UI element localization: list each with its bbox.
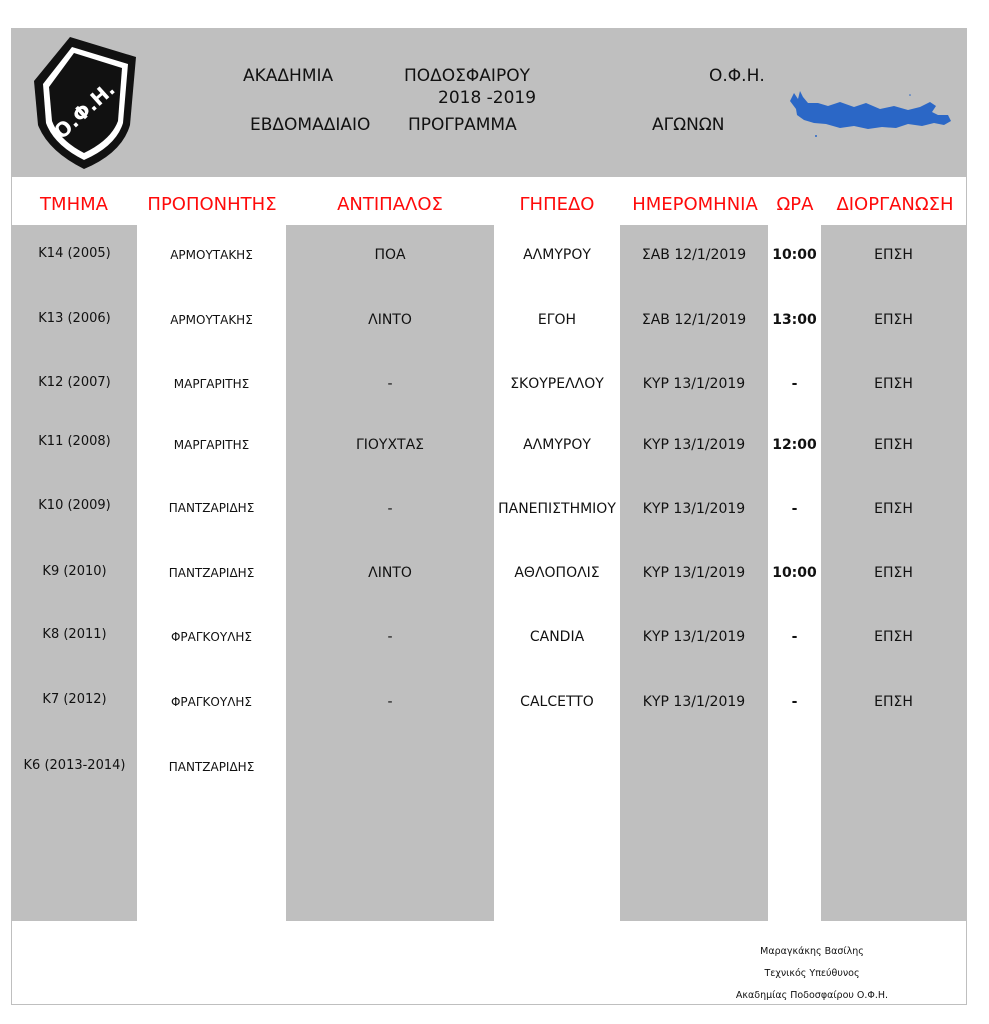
cell-opponent: - xyxy=(387,629,393,645)
cell-field: CANDIA xyxy=(529,629,585,645)
cell-field: ΕΓΟΗ xyxy=(537,312,577,328)
schedule-sheet xyxy=(11,28,967,1005)
logo-text: Ο.Φ.Η. xyxy=(48,76,120,144)
signature-name: Μαραγκάκης Βασίλης xyxy=(760,946,864,957)
cell-opponent: ΛΙΝΤΟ xyxy=(368,565,412,581)
heading-field: ΓΗΠΕΔΟ xyxy=(519,194,595,215)
cell-coach: ΑΡΜΟΥΤΑΚΗΣ xyxy=(170,313,253,327)
cell-organization: ΕΠΣΗ xyxy=(874,376,913,392)
cell-coach: ΑΡΜΟΥΤΑΚΗΣ xyxy=(170,248,253,262)
cell-opponent: - xyxy=(387,376,393,392)
title-football: ΠΟΔΟΣΦΑΙΡΟΥ xyxy=(404,66,530,86)
header-banner xyxy=(12,29,966,177)
title-matches: ΑΓΩΝΩΝ xyxy=(652,115,725,135)
season-label: 2018 -2019 xyxy=(438,88,537,108)
cell-field: CALCETTO xyxy=(520,694,594,710)
cell-date: ΚΥΡ 13/1/2019 xyxy=(642,694,746,710)
cell-opponent: - xyxy=(387,694,393,710)
cell-date: ΚΥΡ 13/1/2019 xyxy=(642,565,746,581)
cell-coach: ΠΑΝΤΖΑΡΙΔΗΣ xyxy=(168,501,255,515)
cell-date: ΣΑΒ 12/1/2019 xyxy=(641,312,747,328)
cell-opponent: ΛΙΝΤΟ xyxy=(368,312,412,328)
heading-date: ΗΜΕΡΟΜΗΝΙΑ xyxy=(632,194,758,215)
cell-time: 13:00 xyxy=(772,312,817,328)
cell-team: K13 (2006) xyxy=(38,311,111,326)
cell-field: ΑΛΜΥΡΟΥ xyxy=(523,437,591,453)
cell-time: 10:00 xyxy=(772,565,817,581)
title-weekly: ΕΒΔΟΜΑΔΙΑΙΟ xyxy=(250,115,371,135)
ofi-crest-logo xyxy=(30,33,142,171)
crete-map-icon xyxy=(784,79,956,139)
cell-time: 10:00 xyxy=(772,247,817,263)
cell-field: ΑΛΜΥΡΟΥ xyxy=(523,247,591,263)
cell-organization: ΕΠΣΗ xyxy=(874,437,913,453)
cell-organization: ΕΠΣΗ xyxy=(874,565,913,581)
cell-time: - xyxy=(791,694,798,710)
title-academy: ΑΚΑΔΗΜΙΑ xyxy=(243,66,334,86)
cell-team: K7 (2012) xyxy=(42,692,107,707)
cell-team: K12 (2007) xyxy=(38,375,111,390)
cell-field: ΑΘΛΟΠΟΛΙΣ xyxy=(514,565,600,581)
cell-coach: ΠΑΝΤΖΑΡΙΔΗΣ xyxy=(168,566,255,580)
heading-opponent: ΑΝΤΙΠΑΛΟΣ xyxy=(337,194,443,215)
cell-opponent: - xyxy=(387,501,393,517)
cell-time: - xyxy=(791,629,798,645)
cell-coach: ΠΑΝΤΖΑΡΙΔΗΣ xyxy=(168,760,255,774)
cell-organization: ΕΠΣΗ xyxy=(874,247,913,263)
cell-organization: ΕΠΣΗ xyxy=(874,694,913,710)
cell-date: ΚΥΡ 13/1/2019 xyxy=(642,629,746,645)
cell-opponent: ΓΙΟΥΧΤΑΣ xyxy=(355,437,425,453)
cell-organization: ΕΠΣΗ xyxy=(874,501,913,517)
cell-team: K6 (2013-2014) xyxy=(23,758,126,773)
cell-organization: ΕΠΣΗ xyxy=(874,312,913,328)
heading-coach: ΠΡΟΠΟΝΗΤΗΣ xyxy=(147,194,277,215)
cell-coach: ΦΡΑΓΚΟΥΛΗΣ xyxy=(170,630,253,644)
signature-role: Τεχνικός Υπεύθυνος xyxy=(764,968,860,979)
cell-date: ΣΑΒ 12/1/2019 xyxy=(641,247,747,263)
cell-date: ΚΥΡ 13/1/2019 xyxy=(642,376,746,392)
cell-date: ΚΥΡ 13/1/2019 xyxy=(642,437,746,453)
cell-time: 12:00 xyxy=(772,437,817,453)
cell-date: ΚΥΡ 13/1/2019 xyxy=(642,501,746,517)
cell-coach: ΦΡΑΓΚΟΥΛΗΣ xyxy=(170,695,253,709)
cell-field: ΣΚΟΥΡΕΛΛΟΥ xyxy=(510,376,604,392)
cell-opponent: ΠΟΑ xyxy=(374,247,406,263)
cell-team: K10 (2009) xyxy=(38,498,111,513)
title-program: ΠΡΟΓΡΑΜΜΑ xyxy=(408,115,517,135)
cell-team: K9 (2010) xyxy=(42,564,107,579)
cell-team: K8 (2011) xyxy=(42,627,107,642)
cell-coach: ΜΑΡΓΑΡΙΤΗΣ xyxy=(173,438,250,452)
title-club: Ο.Φ.Η. xyxy=(709,66,765,86)
heading-time: ΩΡΑ xyxy=(776,194,814,215)
cell-team: K11 (2008) xyxy=(38,434,111,449)
cell-coach: ΜΑΡΓΑΡΙΤΗΣ xyxy=(173,377,250,391)
cell-time: - xyxy=(791,501,798,517)
heading-team: ΤΜΗΜΑ xyxy=(40,194,108,215)
heading-organization: ΔΙΟΡΓΑΝΩΣΗ xyxy=(836,194,954,215)
cell-organization: ΕΠΣΗ xyxy=(874,629,913,645)
cell-team: K14 (2005) xyxy=(38,246,111,261)
signature-org: Ακαδημίας Ποδοσφαίρου Ο.Φ.Η. xyxy=(735,990,889,1001)
cell-field: ΠΑΝΕΠΙΣΤΗΜΙΟΥ xyxy=(498,501,616,517)
cell-time: - xyxy=(791,376,798,392)
